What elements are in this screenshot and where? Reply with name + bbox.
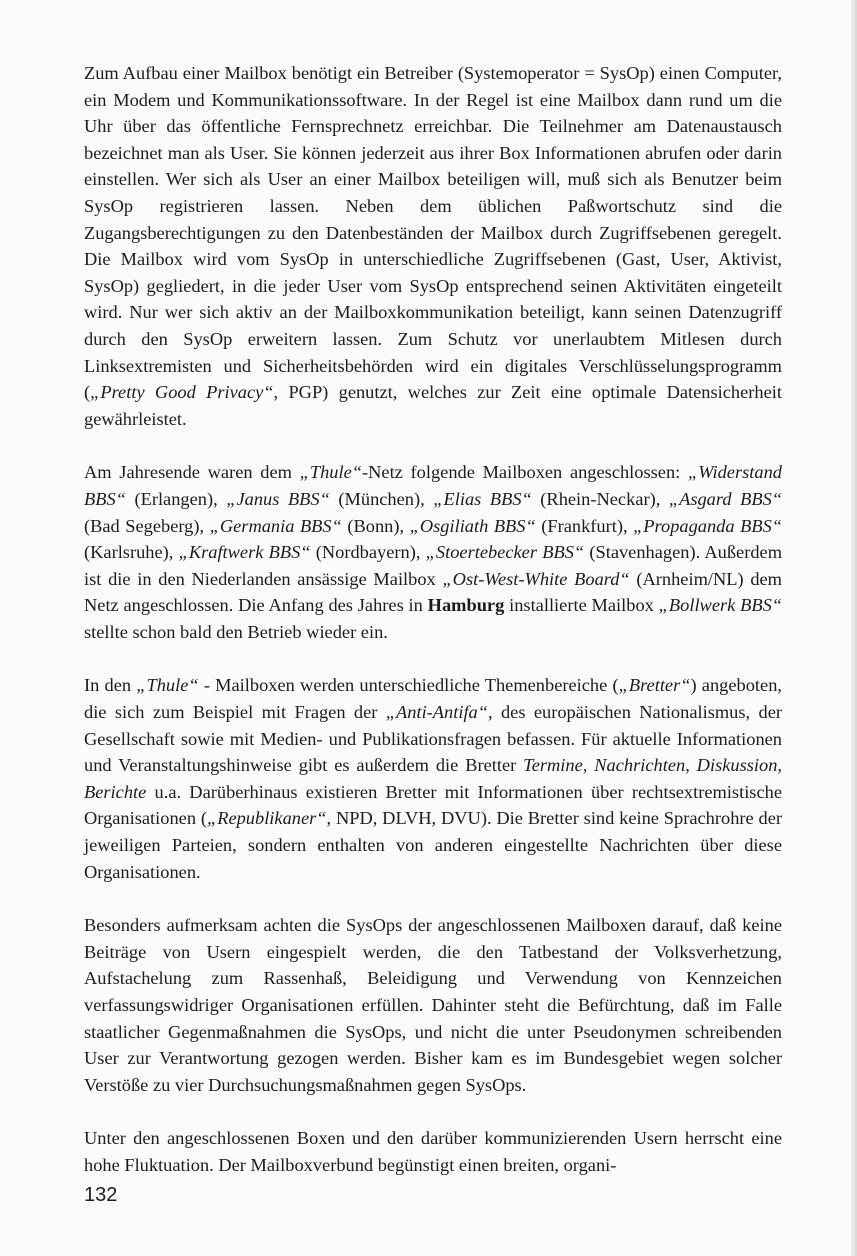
italic-term: „Republikaner“ [206, 808, 327, 829]
italic-term: „Propaganda BBS“ [633, 515, 782, 536]
page-edge-shadow [851, 0, 857, 1256]
italic-term: Termine, Nachrichten, Diskussion, Berichte [84, 755, 783, 802]
document-body [84, 60, 782, 1179]
italic-term: „Elias BBS“ [433, 488, 532, 509]
italic-term: „Bollwerk BBS“ [658, 595, 782, 616]
page-number: 132 [84, 1184, 118, 1206]
paragraph-mailbox-setup [84, 60, 782, 432]
italic-term: „Janus BBS“ [226, 488, 330, 509]
paragraph-thule-mailboxes: Am Jahresende waren dem „Thule“-Netz folgende Mailboxen angeschlossen: „Widerstand BBS“ (Erlangen), „Janus BBS“ (München), „Elias BBS“ (Rhein-Neckar), „Asgard BBS“ (Bad Segeberg), „Germania BBS“ (Bonn), „Osgiliath BBS“ (Frankfurt), „Propaganda BBS“ (Karlsruhe), „Kraftwerk BBS“ (Nordbayern), „Stoertebecker BBS“ (Stavenhagen). Außerdem ist die in den Niederlanden ansässige Mailbox „Ost-West-White Board“ (Arnheim/NL) dem Netz angeschlossen. Die Anfang des Jahres in Hamburg installierte Mailbox „Bollwerk BBS“ stellte schon bald den Betrieb wieder ein. [84, 462, 782, 642]
bold-place-name: Hamburg [427, 595, 505, 616]
italic-term: „Stoertebecker BBS“ [425, 542, 585, 563]
italic-term: „Widerstand BBS“ [84, 462, 782, 509]
italic-term: „Thule“ [299, 462, 362, 483]
italic-term: „Ost-West-White Board“ [442, 568, 630, 589]
paragraph-fluctuation: Unter den angeschlossenen Boxen und den darüber kommunizierenden Usern herrscht eine hohe Fluktuation. Der Mailboxverbund begünstigt einen breiten, organi- [84, 1128, 782, 1175]
italic-term: „Osgiliath BBS“ [409, 515, 536, 536]
italic-term: „Kraftwerk BBS“ [178, 542, 311, 563]
italic-term: „Thule“ [136, 675, 199, 696]
paragraph-text: Zum Aufbau einer Mailbox benötigt ein Betreiber (Systemoperator = SysOp) einen Computer, ein Modem und Kommunikationssoftware. In der Regel ist eine Mailbox dann rund um die Uhr über das öffentliche Fernsprechnetz erreichbar. Die Teilnehmer am Datenaustausch bezeichnet man als User. Sie können jederzeit aus ihrer Box Informationen abrufen oder darin einstellen. Wer sich als User an einer Mailbox beteiligen will, muß sich als Benutzer beim SysOp registrieren lassen. Neben dem üblichen Paßwortschutz sind die Zugangsberechtigungen zu den Datenbeständen der Mailbox durch Zugriffsebenen geregelt. Die Mailbox wird vom SysOp in unterschiedliche Zugriffsebenen (Gast, User, Aktivist, SysOp) gegliedert, in die jeder User vom SysOp entsprechend seinen Aktivitäten eingeteilt wird. Nur wer sich aktiv an der Mailboxkommunikation beteiligt, kann seinen Datenzugriff durch den SysOp erweitern lassen. Zum Schutz vor unerlaubtem Mitlesen durch Linksextremisten und Sicherheitsbehörden wird ein digitales Verschlüsselungsprogramm ( [84, 63, 782, 403]
italic-term: „Germania BBS“ [209, 515, 342, 536]
italic-term: „Asgard BBS“ [668, 488, 782, 509]
italic-term: „Anti-Antifa“ [385, 702, 488, 723]
paragraph-sysop-caution: Besonders aufmerksam achten die SysOps der angeschlossenen Mailboxen darauf, daß keine Beiträge von Usern eingespielt werden, die den Tatbestand der Volksverhetzung, Aufstachelung zum Rassenhaß, Beleidigung und Verwendung von Kennzeichen verfassungswidriger Organisationen erfüllen. Dahinter steht die Befürchtung, daß im Falle staatlicher Gegenmaßnahmen die SysOps, und nicht die unter Pseudonymen schreibenden User zur Verantwortung gezogen werden. Bisher kam es im Bundesgebiet wegen solcher Verstöße zu vier Durchsuchungsmaßnahmen gegen SysOps. [84, 915, 782, 1095]
italic-term: „Pretty Good Privacy“ [90, 382, 274, 403]
paragraph-thule-topics: In den „Thule“ - Mailboxen werden unterschiedliche Themenbereiche („Bretter“) angeboten, die sich zum Beispiel mit Fragen der „Anti-Antifa“, des europäischen Nationalismus, der Gesellschaft sowie mit Medien- und Publikationsfragen befassen. Für aktuelle Informationen und Veranstaltungshinweise gibt es außerdem die Bretter Termine, Nachrichten, Diskussion, Berichte u.a. Darüberhinaus existieren Bretter mit Informationen über rechtsextremistische Organisationen („Republikaner“, NPD, DLVH, DVU). Die Bretter sind keine Sprachrohre der jeweiligen Parteien, sondern enthalten von anderen eingestellte Nachrichten über diese Organisationen. [84, 675, 783, 882]
paragraph-text: , PGP) genutzt, welches zur Zeit eine optimale Datensicherheit gewährleistet. [84, 382, 782, 429]
italic-term: „Bretter“ [618, 675, 691, 696]
